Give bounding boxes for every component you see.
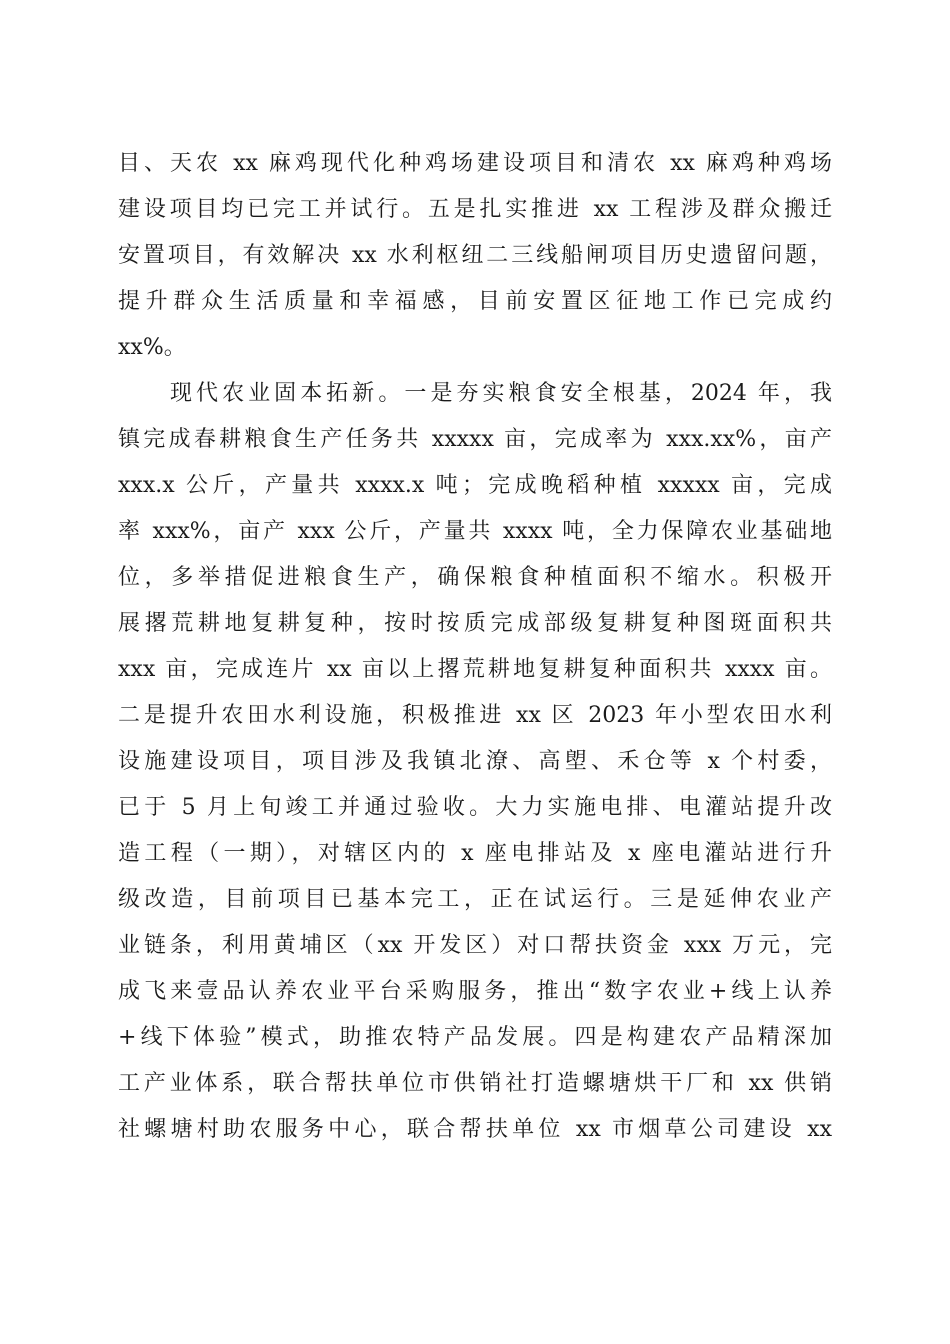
text-line: 二是提升农田水利设施，积极推进 xx 区 2023 年小型农田水利 <box>118 703 832 728</box>
text-line: 造工程（一期），对辖区内的 x 座电排站及 x 座电灌站进行升 <box>118 841 832 866</box>
text-line: 提升群众生活质量和幸福感，目前安置区征地工作已完成约 <box>118 289 832 314</box>
body-text <box>118 141 832 1153</box>
text-line: 现代农业固本拓新。一是夯实粮食安全根基，2024 年，我 <box>170 381 832 406</box>
text-line: 率 xxx%，亩产 xxx 公斤，产量共 xxxx 吨，全力保障农业基础地 <box>118 519 832 544</box>
text-line: 级改造，目前项目已基本完工，正在试运行。三是延伸农业产 <box>118 887 832 912</box>
text-line: 镇完成春耕粮食生产任务共 xxxxx 亩，完成率为 xxx.xx%，亩产 <box>118 427 832 452</box>
text-line: 社螺塘村助农服务中心，联合帮扶单位 xx 市烟草公司建设 xx <box>118 1117 832 1142</box>
text-line: 设施建设项目，项目涉及我镇北潦、高塱、禾仓等 x 个村委， <box>118 749 832 774</box>
text-line: xx%。 <box>118 335 186 360</box>
text-line: 安置项目，有效解决 xx 水利枢纽二三线船闸项目历史遗留问题， <box>118 243 832 268</box>
text-line: 已于 5 月上旬竣工并通过验收。大力实施电排、电灌站提升改 <box>118 795 832 820</box>
text-line: 目、天农 xx 麻鸡现代化种鸡场建设项目和清农 xx 麻鸡种鸡场 <box>118 151 832 176</box>
text-line: 成飞来壹品认养农业平台采购服务，推出“数字农业+线上认养 <box>118 979 832 1004</box>
text-line: xxx 亩，完成连片 xx 亩以上撂荒耕地复耕复种面积共 xxxx 亩。 <box>118 657 832 682</box>
text-line: 业链条，利用黄埔区（xx 开发区）对口帮扶资金 xxx 万元，完 <box>118 933 832 958</box>
text-line: 展撂荒耕地复耕复种，按时按质完成部级复耕复种图斑面积共 <box>118 611 832 636</box>
text-line: +线下体验”模式，助推农特产品发展。四是构建农产品精深加 <box>118 1025 832 1050</box>
text-line: 建设项目均已完工并试行。五是扎实推进 xx 工程涉及群众搬迁 <box>118 197 832 222</box>
text-line: xxx.x 公斤，产量共 xxxx.x 吨；完成晚稻种植 xxxxx 亩，完成 <box>118 473 832 498</box>
text-line: 工产业体系，联合帮扶单位市供销社打造螺塘烘干厂和 xx 供销 <box>118 1071 832 1096</box>
text-line: 位，多举措促进粮食生产，确保粮食种植面积不缩水。积极开 <box>118 565 832 590</box>
